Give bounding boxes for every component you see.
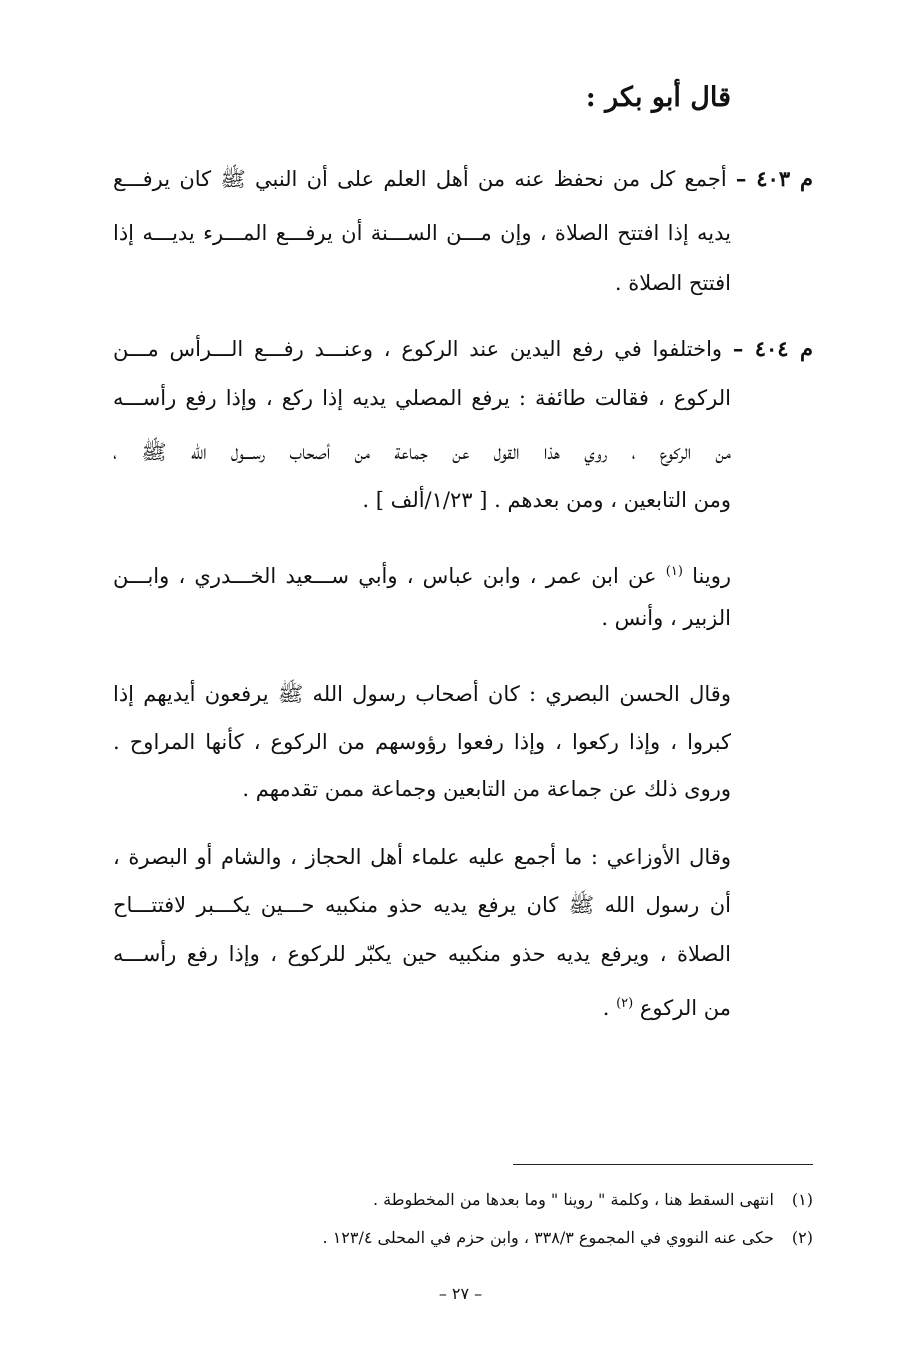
footnote-number: (١) [791,1190,813,1209]
paragraph-line [113,557,731,591]
paragraph-line: من الركوع ، روي هذا القول عن جماعة من أصحاب رســـول الله ﷺ ، [113,440,731,464]
paragraph-line: افتتح الصلاة . [614,271,731,295]
footnote-ref[interactable]: (٢) [616,996,634,1011]
paragraph-line: كبروا ، وإذا ركعوا ، وإذا رفعوا رؤوسهم من الركوع ، كأنها المراوح . [113,730,731,754]
footnote-1 [373,1188,813,1212]
paragraph-line [113,164,813,194]
paragraph-line: الصلاة ، ويرفع يديه حذو منكبيه حين يكبّر للركوع ، وإذا رفع رأســـه [113,942,731,966]
paragraph-text: واختلفوا في رفع اليدين عند الركوع ، وعنـــد رفـــع الـــرأس مـــن [113,337,723,361]
section-heading: قال أبو بكر : [585,82,731,113]
paragraph-text: . [602,996,610,1020]
paragraph-text: عن ابن عمر ، وابن عباس ، وأبي ســـعيد الخـــدري ، وابـــن [113,564,657,588]
footnote-text: انتهى السقط هنا ، وكلمة " روينا " وما بعدها من المخطوطة . [372,1190,774,1209]
paragraph-line: أن رسول الله ﷺ كان يرفع يديه حذو منكبيه حـــين يكـــبر لافتتـــاح [113,893,731,917]
footnote-text: حكى عنه النووي في المجموع ٣٣٨/٣ ، وابن حزم في المحلى ١٢٣/٤ . [322,1228,774,1247]
paragraph-line [113,334,813,364]
paragraph-text: أجمع كل من نحفظ عنه من أهل العلم على أن النبي ﷺ كان يرفـــع [113,167,727,191]
paragraph-line [603,989,731,1023]
paragraph-line: وقال الحسن البصري : كان أصحاب رسول الله ﷺ يرفعون أيديهم إذا [113,682,731,706]
paragraph-number: م ٤٠٤ – [732,336,813,361]
paragraph-text: من الركوع [639,996,731,1020]
paragraph-line: الزبير ، وأنس . [601,606,731,630]
page-number: – ٢٧ – [438,1284,483,1303]
paragraph-line: الركوع ، فقالت طائفة : يرفع المصلي يديه إذا ركع ، وإذا رفع رأســـه [113,386,731,410]
paragraph-number: م ٤٠٣ – [735,166,813,191]
paragraph-line: ومن التابعين ، ومن بعدهم . [ ١/٢٣/ألف ] . [362,488,731,512]
paragraph-line: يديه إذا افتتح الصلاة ، وإن مـــن الســـنة أن يرفـــع المـــرء يديـــه إذا [113,221,731,245]
paragraph-line: وقال الأوزاعي : ما أجمع عليه علماء أهل الحجاز ، والشام أو البصرة ، [113,845,731,869]
footnote-2 [323,1226,813,1250]
footnote-ref[interactable]: (١) [665,564,683,579]
footnote-divider [513,1164,813,1165]
footnote-number: (٢) [791,1228,813,1247]
paragraph-line: وروى ذلك عن جماعة من التابعين وجماعة ممن تقدمهم . [242,777,731,801]
paragraph-text: روينا [692,564,731,588]
